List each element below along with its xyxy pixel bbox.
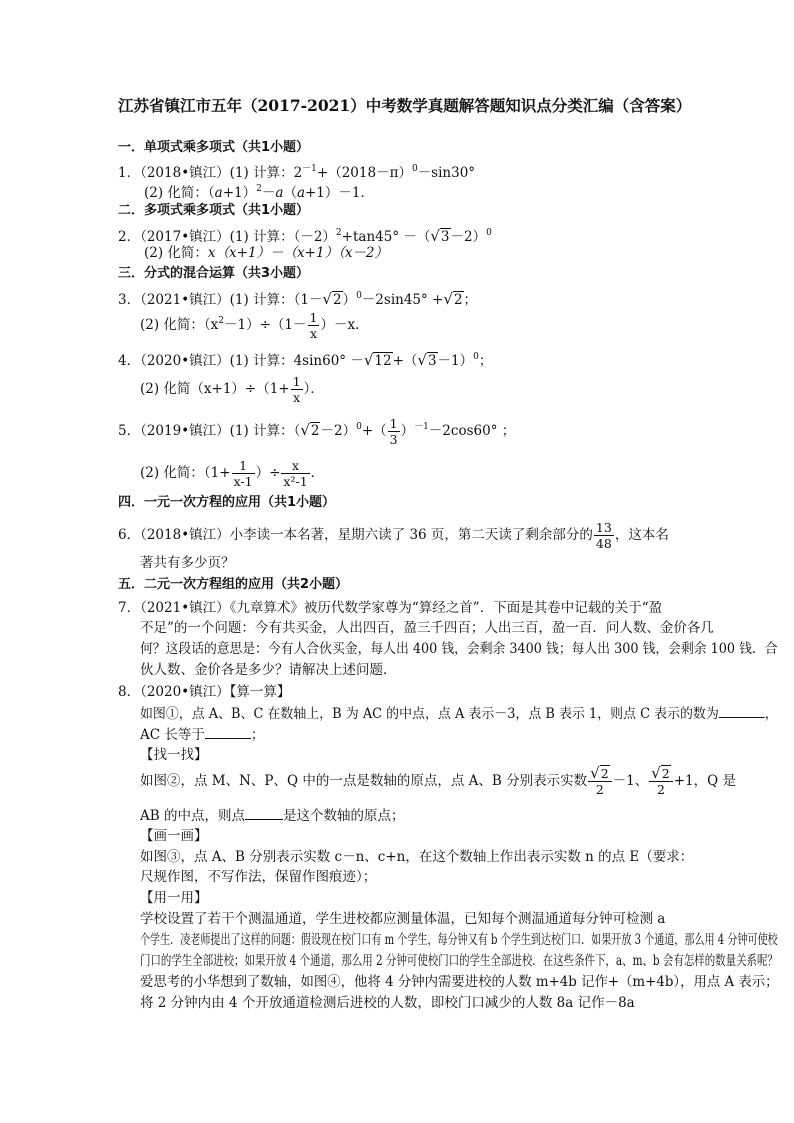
- section-heading: 一．单项式乘多项式（共1小题）: [118, 140, 310, 155]
- section-heading: 五．二元一次方程组的应用（共2小题）: [118, 577, 349, 592]
- question-4-part-2: (2) 化简（x+1）÷（1+ $\frac{1}{x}$ ）．: [140, 374, 324, 405]
- question-5-part-1: 5．（2019•镇江）(1) 计算：$(√2-2)^0+$（ $\frac{1}{3}$ ）$^{-1}$－2cos60° ；: [118, 416, 516, 447]
- answer-blank[interactable]: [719, 704, 765, 718]
- question-7-line-1: 7．（2021•镇江）《九章算术》被历代数学家尊为“算经之首”．下面是其卷中记载的关于“盈: [118, 600, 663, 616]
- subheading: 【用一用】: [140, 890, 208, 906]
- question-8-para: 尺规作图，不写作法，保留作图痕迹）；: [140, 869, 377, 885]
- question-1-part-1: 1．（2018•镇江）(1) 计算：$2^{-1}+(2018-\pi)^0-\sin 30^\circ$: [118, 164, 476, 181]
- question-7-line-2: 不足”的一个问题：今有共买金，人出四百，盈三千四百；人出三百，盈一百．问人数、金价各几: [140, 620, 714, 636]
- subheading: 【找一找】: [140, 747, 208, 763]
- section-heading: 二．多项式乘多项式（共1小题）: [118, 203, 310, 218]
- question-8-para: 如图③，点 A、B 分别表示实数 c－n、c+n，在这个数轴上作出表示实数 n 的点 E（要求：: [140, 849, 694, 865]
- question-6-line-2: 著共有多少页？: [140, 555, 235, 571]
- question-8-heading: 8．（2020•镇江）【算一算】: [118, 684, 291, 700]
- question-7-line-3: 何？这段话的意思是：今有人合伙买金，每人出 400 钱，会剩余 3400 钱；每人出 300 钱，会剩余 100 钱．合: [140, 641, 778, 657]
- question-7-line-4: 伙人数、金价各是多少？请解决上述问题．: [140, 662, 397, 678]
- question-8-para: 将 2 分钟内由 4 个开放通道检测后进校的人数，即校门口减少的人数 8a 记作－8a: [140, 995, 635, 1011]
- question-2-part-2: (2) 化简：x（x+1）－（x+1）（x－2）: [144, 245, 389, 261]
- question-1-part-2: (2) 化简：$(a+1)^2-a(a+1)-1$．: [144, 184, 374, 201]
- section-heading: 三．分式的混合运算（共3小题）: [118, 266, 310, 281]
- question-8-para: 爱思考的小华想到了数轴，如图④，他将 4 分钟内需要进校的人数 m+4b 记作+（m+4b），用点 A 表示；: [140, 974, 779, 990]
- question-4-part-1: 4．（2020•镇江）(1) 计算：$4\sin 60^\circ -√12+(√3-1)^0$；: [118, 351, 493, 369]
- question-8-para: 如图②，点 M、N、P、Q 中的一点是数轴的原点，点 A、B 分别表示实数 $\frac{√2}{2}$ －1、 $\frac{√2}{2}$ +1，Q 是: [140, 764, 737, 797]
- answer-blank[interactable]: [205, 725, 251, 739]
- question-8-para: AC 长等于 ；: [140, 727, 265, 743]
- answer-blank[interactable]: [245, 806, 283, 820]
- document-title: 江苏省镇江市五年（2017-2021）中考数学真题解答题知识点分类汇编（含答案）: [118, 96, 692, 115]
- subheading: 【画一画】: [140, 828, 208, 844]
- question-2-part-1: 2．（2017•镇江）(1) 计算：$(-2)^2+\tan 45^\circ -(√3-2)^0$: [118, 227, 492, 245]
- question-8-para: AB 的中点，则点 是这个数轴的原点；: [140, 808, 405, 824]
- question-3-part-1: 3．（2021•镇江）(1) 计算：$(1-√2)^0-2\sin 45^\circ +√2$；: [118, 290, 478, 308]
- question-3-part-2: (2) 化简：$(x^2-1)\div(1-$ $\frac{1}{x}$ ）－x．: [140, 310, 369, 341]
- section-heading: 四．一元一次方程的应用（共1小题）: [118, 495, 336, 510]
- question-8-para: 学校设置了若干个测温通道，学生进校都应测量体温，已知每个测温通道每分钟可检测 a: [140, 911, 666, 927]
- question-8-para: 门口的学生全部进校；如果开放 4 个通道，那么用 2 分钟可使校门口的学生全部进校．在这些条件下，a、m、b 会有怎样的数量关系呢？: [140, 953, 778, 969]
- question-6-line-1: 6．（2018•镇江）小李读一本名著，星期六读了 36 页，第二天读了剩余部分的 $\frac{13}{48}$ ，这本名: [118, 520, 669, 551]
- question-8-para: 如图①，点 A、B、C 在数轴上，B 为 AC 的中点，点 A 表示－3，点 B 表示 1，则点 C 表示的数为 ，: [140, 706, 778, 722]
- question-5-part-2: (2) 化简：（1+ $\frac{1}{x-1}$ ）÷ $\frac{x}{\text{x²-1}}$ ．: [140, 458, 325, 489]
- question-8-para: 个学生．凌老师提出了这样的问题：假设现在校门口有 m 个学生，每分钟又有 b 个学生到达校门口．如果开放 3 个通道，那么用 4 分钟可使校: [140, 932, 778, 948]
